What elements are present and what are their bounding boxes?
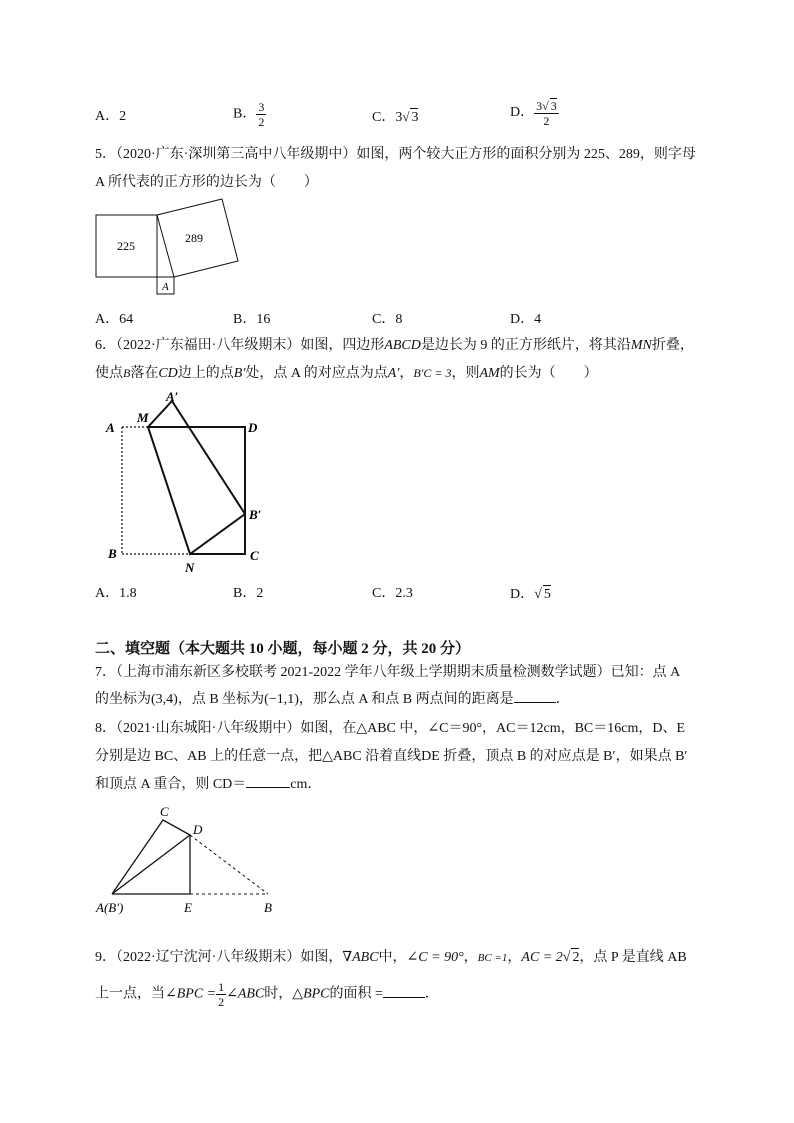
section-heading: 二、填空题（本大题共 10 小题，每小题 2 分，共 20 分） (95, 641, 471, 657)
answer-blank[interactable] (246, 787, 290, 788)
label-A: A (106, 420, 115, 435)
label-M: M (137, 410, 149, 425)
q5-stem-line1: 5．（2020·广东·深圳第三高中八年级期中）如图，两个较大正方形的面积分别为 225、289，则字母 (95, 147, 696, 162)
q6-stem-line1: 6．（2022·广东福田·八年级期末）如图，四边形ABCD是边长为 9 的正方形纸片，将其沿MN折叠， (95, 338, 694, 353)
label-289: 289 (185, 231, 203, 245)
q6-option-c: C．2.3 (372, 586, 413, 601)
answer-blank[interactable] (514, 702, 556, 703)
q6-option-b: B．2 (233, 586, 264, 601)
label-C: C (160, 804, 169, 819)
label-B-prime: B′ (249, 507, 262, 522)
q9-stem-line1: 9．（2022·辽宁沈河·八年级期末）如图，∇ABC中，∠C = 90°，BC =1，AC = 2√ 2，点 P 是直线 AB (95, 950, 687, 965)
label-a: A (162, 281, 169, 293)
q4-option-b: B． $\frac{3}{2}$ (233, 100, 265, 129)
label-A: A(B′) (96, 900, 124, 915)
q5-figure (90, 195, 250, 305)
label-C: C (250, 548, 259, 563)
q7-stem-line2: 的坐标为(3,4)，点 B 坐标为(−1,1)，那么点 A 和点 B 两点间的距离是 ． (95, 692, 570, 707)
q4-option-d: D． $\frac{3√ 3}{2}$ (510, 99, 557, 128)
label-E: E (184, 900, 192, 915)
q7-stem-line1: 7．（上海市浦东新区多校联考 2021-2022 学年八年级上学期期末质量检测数学试题）已知：点 A (95, 665, 681, 680)
label-225: 225 (117, 239, 135, 253)
q8-stem-line2: 分别是边 BC、AB 上的任意一点，把△ABC 沿着直线DE 折叠，顶点 B 的对应点是 B′，如果点 B′ (95, 749, 688, 764)
label-D: D (193, 822, 203, 837)
q5-option-d: D．4 (510, 312, 542, 327)
q6-stem-line2: 使点B落在CD边上的点B′处，点 A 的对应点为点A′，B′C = 3，则AM的长为（ ） (95, 366, 598, 381)
q5-option-c: C．8 (372, 312, 403, 327)
label-N: N (185, 560, 195, 575)
label-B: B (108, 546, 117, 561)
q8-figure (92, 800, 292, 920)
q8-stem-line3: 和顶点 A 重合，则 CD＝ cm． (95, 777, 322, 792)
q8-stem-line1: 8．（2021·山东城阳·八年级期中）如图，在△ABC 中，∠C＝90°，AC＝12cm，BC＝16cm，D、E (95, 721, 686, 736)
q6-option-d: D．√ 5 (510, 587, 551, 602)
q4-option-a: A．2 (95, 109, 127, 124)
label-D: D (248, 420, 258, 435)
q5-stem-line2: A 所代表的正方形的边长为（ ） (95, 175, 318, 190)
label-B: B (264, 900, 272, 915)
q6-option-a: A．1.8 (95, 586, 137, 601)
label-A-prime: A′ (166, 389, 179, 404)
q6-figure (100, 388, 280, 578)
q5-option-a: A．64 (95, 312, 134, 327)
q4-option-c: C．3√ 3 (372, 109, 419, 125)
q9-stem-line2: 上一点，当∠BPC = $\frac{1}{2}$ ∠ABC时，△BPC的面积 = ． (95, 980, 439, 1009)
q5-option-b: B．16 (233, 312, 271, 327)
answer-blank[interactable] (383, 997, 425, 998)
